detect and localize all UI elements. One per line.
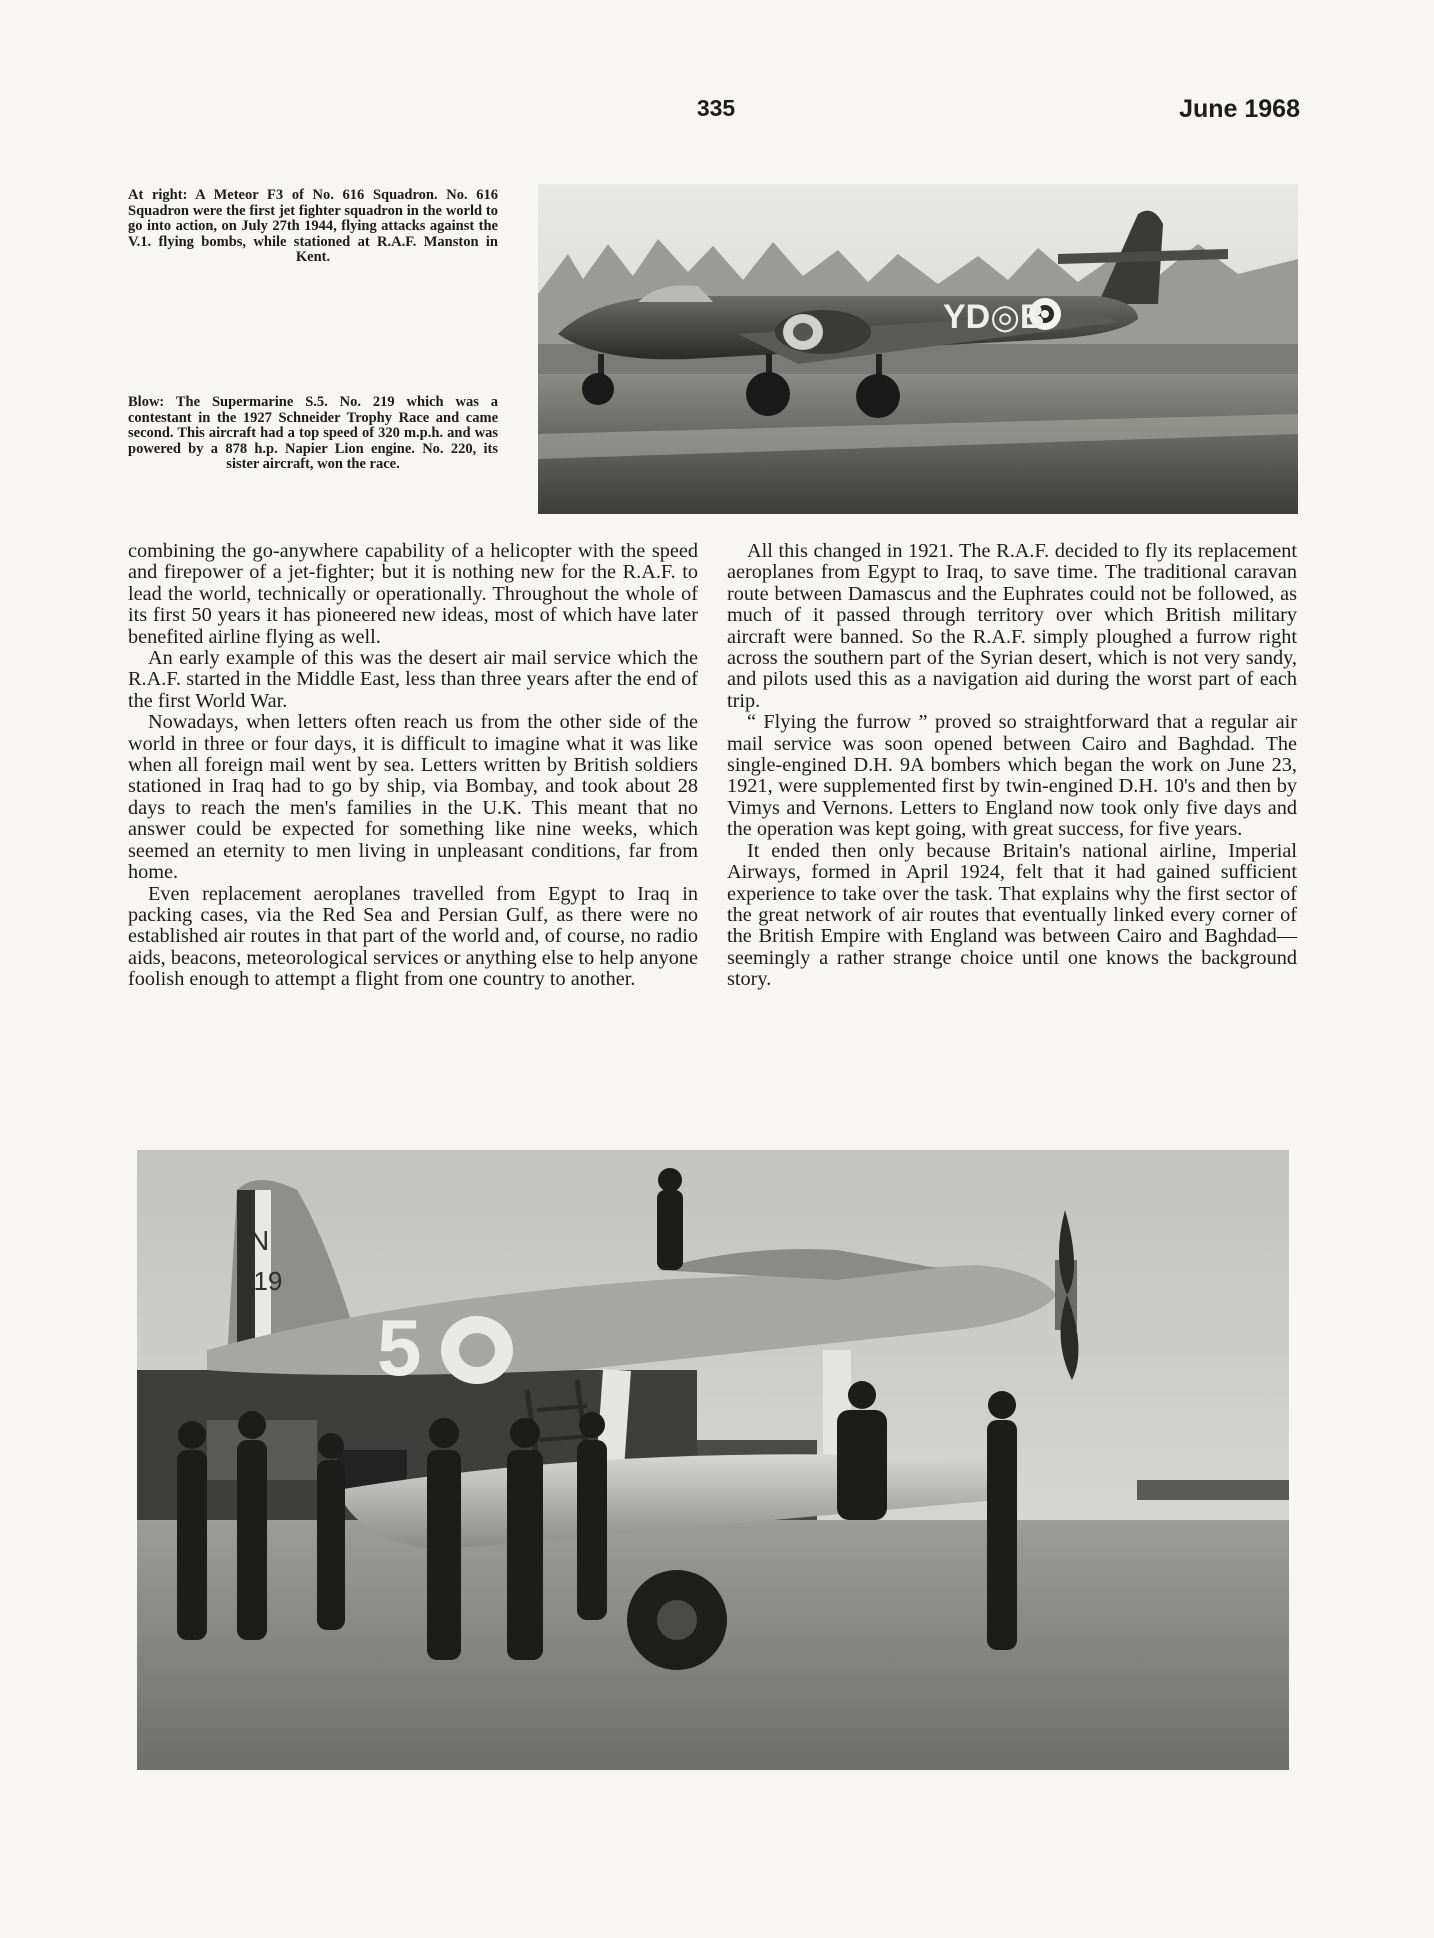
caption-meteor: At right: A Meteor F3 of No. 616 Squadron. No. 616 Squadron were the first jet fighter squadron in the world to go into action, on July 27th 1944, flying attacks against the V.1. flying bombs, while stationed at R.A.F. Manston in Kent. [128,187,498,266]
article-column-right [727,541,1297,991]
article-column-left [128,541,698,991]
s5-tail-letter: N [249,1225,270,1256]
s5-fuselage-number: 5 [377,1303,422,1392]
paragraph: Nowadays, when letters often reach us from the other side of the world in three or four days, it is difficult to imagine what it was like when all foreign mail went by sea. Letters written by British soldiers stationed in Iraq had to go by ship, via Bombay, and took about 28 days to reach the men's families in the U.K. This meant that no answer could be expected for something like nine weeks, which seemed an eternity to men living in unpleasant conditions, far from home. [128,711,698,884]
supermarine-photo [137,1150,1289,1770]
paragraph: It ended then only because Britain's national airline, Imperial Airways, formed in April 1924, felt that it had gained sufficient experience to take over the task. That explains why the first sector of the great network of air routes that eventually linked every corner of the British Empire with England was between Cairo and Baghdad—seemingly a rather strange choice until one knows the background story. [727,839,1297,991]
paragraph: combining the go-anywhere capability of a helicopter with the speed and firepower of a jet-fighter; but it is nothing new for the R.A.F. to lead the world, technically or operationally. Throughout the whole of its first 50 years it has pioneered new ideas, most of which have later benefited airline flying as well. [128,540,698,648]
paragraph: Even replacement aeroplanes travelled from Egypt to Iraq in packing cases, via the Red Sea and Persian Gulf, as there were no established air routes in that part of the world and, of course, no radio aids, beacons, meteorological services or anything else to help anyone foolish enough to attempt a flight from one country to another. [128,882,698,991]
issue-date: June 1968 [1179,95,1300,123]
page-number: 335 [696,95,736,121]
caption-supermarine: Blow: The Supermarine S.5. No. 219 which was a contestant in the 1927 Schneider Trophy Race and came second. This aircraft had a top speed of 320 m.p.h. and was powered by a 878 h.p. Napier Lion engine. No. 220, its sister aircraft, won the race. [128,394,498,473]
s5-tail-number: 219 [239,1266,283,1296]
paragraph: An early example of this was the desert air mail service which the R.A.F. started in the Middle East, less than three years after the end of the first World War. [128,647,698,712]
paragraph: All this changed in 1921. The R.A.F. decided to fly its replacement aeroplanes from Egypt to Iraq, to save time. The traditional caravan route between Damascus and the Euphrates could not be followed, as much of it passed through territory over which British military aircraft were banned. So the R.A.F. simply ploughed a furrow right across the southern part of the Syrian desert, which is not very sandy, and pilots used this as a navigation aid during the worst part of each trip. [727,540,1297,712]
meteor-squadron-code: YD◎B [943,298,1045,336]
paragraph: “ Flying the furrow ” proved so straightforward that a regular air mail service was soon opened between Cairo and Baghdad. The single-engined D.H. 9A bombers which began the work on June 23, 1921, were supplemented first by twin-engined D.H. 10's and then by Vimys and Vernons. Letters to England now took only five days and the operation was kept going, with great success, for five years. [727,711,1297,841]
meteor-photo [538,184,1298,514]
